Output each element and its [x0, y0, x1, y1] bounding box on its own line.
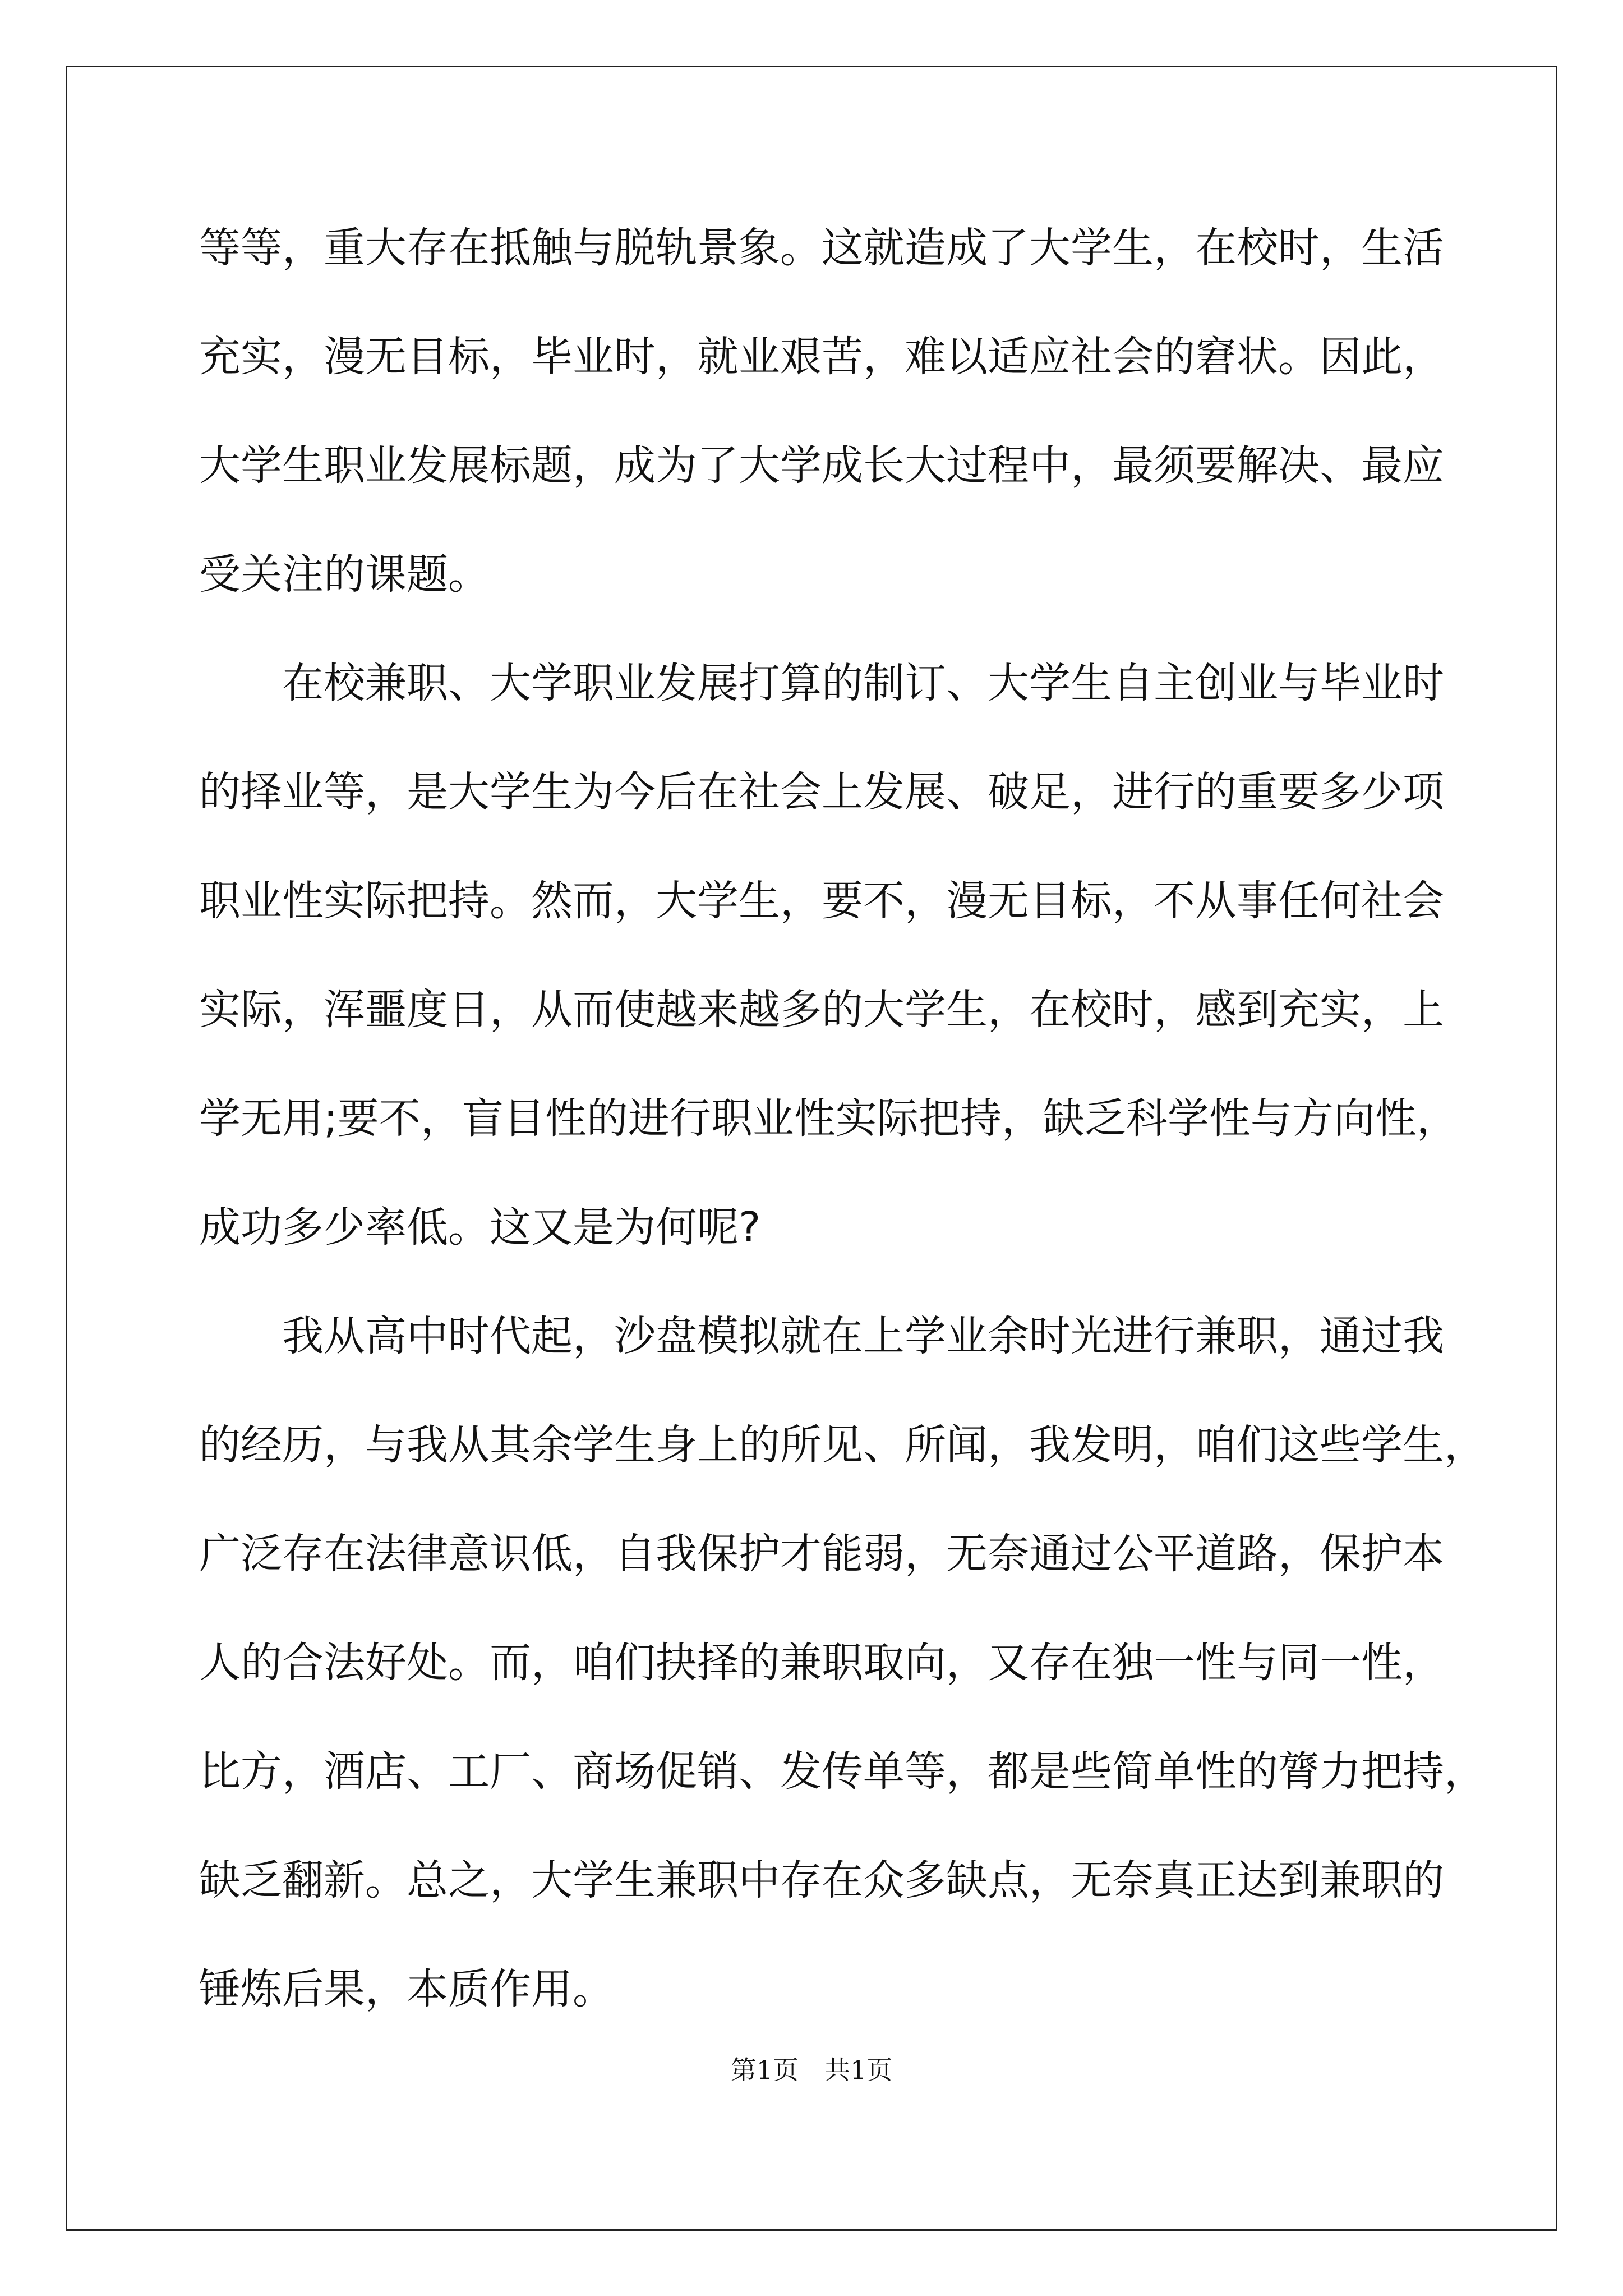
text-line: 的经历，与我从其余学生身上的所见、所闻，我发明，咱们这些学生， [199, 1421, 1486, 1469]
text-line: 受关注的课题。 [199, 550, 490, 599]
text-line: 在校兼职、大学职业发展打算的制订、大学生自主创业与毕业时 [199, 659, 1444, 707]
text-line: 学无用;要不，盲目性的进行职业性实际把持，缺乏科学性与方向性， [199, 1094, 1458, 1143]
document-body [199, 214, 1486, 2064]
text-line: 成功多少率低。这又是为何呢? [199, 1203, 761, 1251]
text-line: 等等，重大存在抵触与脱轨景象。这就造成了大学生，在校时，生活 [199, 224, 1444, 272]
page-footer: 第1页 共1页 [730, 2055, 893, 2085]
text-line: 充实，漫无目标，毕业时，就业艰苦，难以适应社会的窘状。因此， [199, 333, 1444, 381]
text-line: 的择业等，是大学生为今后在社会上发展、破足，进行的重要多少项 [199, 768, 1444, 816]
text-line: 锤炼后果，本质作用。 [199, 1965, 614, 2013]
text-line: 实际，浑噩度日，从而使越来越多的大学生，在校时，感到充实，上 [199, 986, 1444, 1034]
text-line: 大学生职业发展标题，成为了大学成长大过程中，最须要解决、最应 [199, 441, 1444, 490]
text-line: 职业性实际把持。然而，大学生，要不，漫无目标，不从事任何社会 [199, 877, 1444, 925]
text-line: 缺乏翻新。总之，大学生兼职中存在众多缺点，无奈真正达到兼职的 [199, 1856, 1444, 1904]
text-line: 广泛存在法律意识低，自我保护才能弱，无奈通过公平道路，保护本 [199, 1530, 1444, 1578]
text-line: 人的合法好处。而，咱们抉择的兼职取向，又存在独一性与同一性， [199, 1639, 1444, 1687]
text-line: 我从高中时代起，沙盘模拟就在上学业余时光进行兼职，通过我 [199, 1312, 1444, 1360]
text-line: 比方，酒店、工厂、商场促销、发传单等，都是些简单性的膂力把持， [199, 1747, 1486, 1796]
